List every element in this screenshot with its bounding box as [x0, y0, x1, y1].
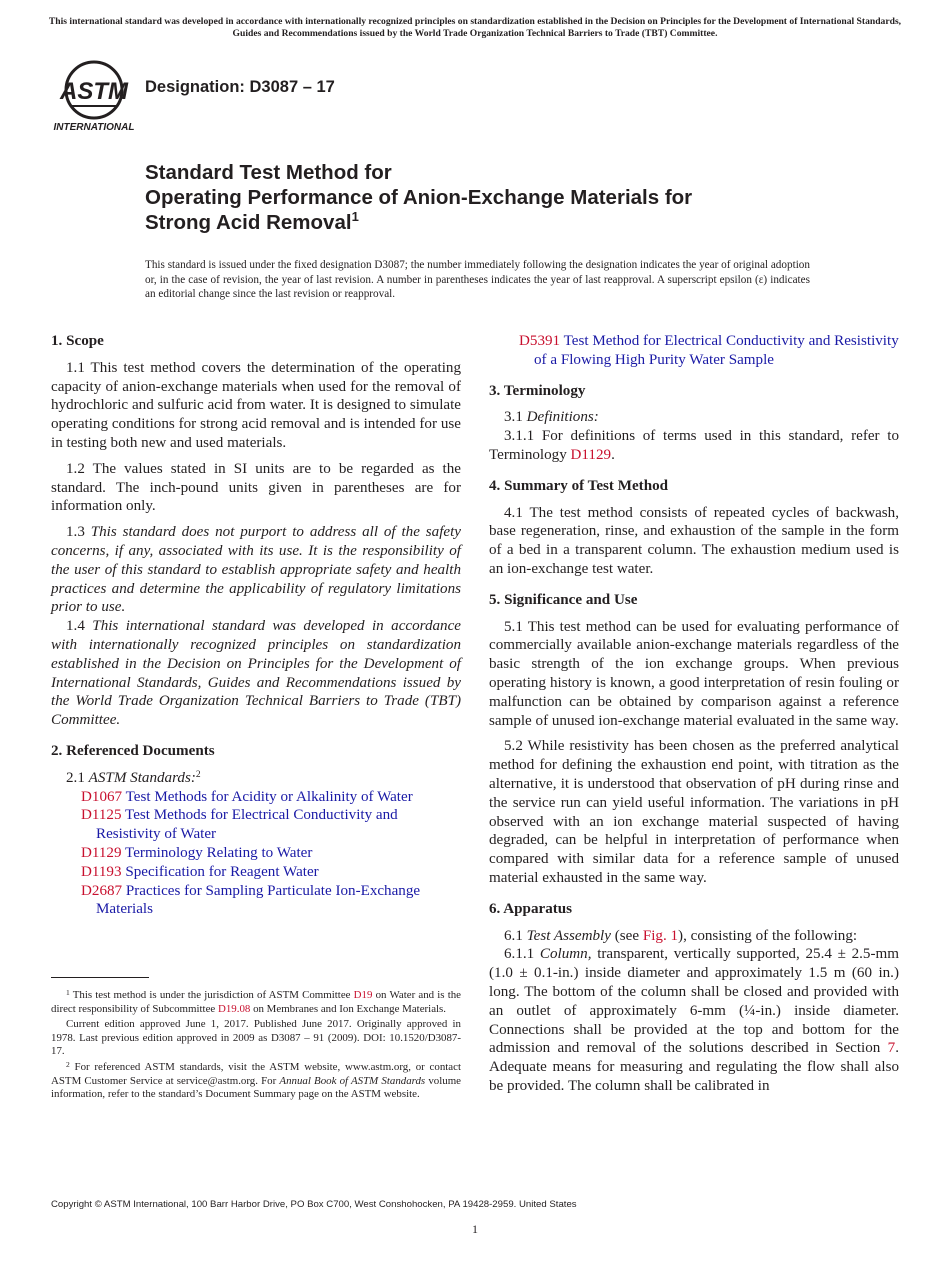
footnote-1-approval: Current edition approved June 1, 2017. Published June 2017. Originally approved in 1978. Last previous edition approved in 2009 as D3087 – 91 (2009). DOI: 10.1520/D3087-17. — [51, 1018, 461, 1058]
section-heading-scope: 1. Scope — [51, 333, 104, 349]
paragraph-2-1: 2.1 ASTM Standards:$^2$ — [66, 769, 201, 786]
footnote-divider — [51, 977, 149, 978]
paragraph-1-3: 1.3 This standard does not purport to address all of the safety concerns, if any, associated with its use. It is the responsibility of the user of this standard to establish appropriate safety and health practices and determine the applicability of regulatory limitations prior to use. — [51, 524, 461, 616]
top-note: This international standard was developed in accordance with internationally recognized principles on standardization established in the Decision on Principles for the Development of International Standards, Guides and Recommendations issued by the World Trade Organization Technical Barriers to Trade (TBT) Committee. — [48, 16, 902, 39]
left-column — [51, 332, 461, 919]
paragraph-5-1: 5.1 This test method can be used for evaluating performance of commercially available anion-exchange materials regardless of the basic strength of the ion exchange groups. When previous operating history is known, a good interpretation of resin fouling or malfunction can be obtained by comparison against a reference sample of unused ion-exchange material evaluated in the same way. — [489, 618, 899, 729]
footnote-ref-2[interactable]: 2 — [195, 769, 201, 780]
reference-item[interactable]: D2687 Practices for Sampling Particulate Ion-Exchange Materials — [81, 882, 421, 918]
title-line-1: Standard Test Method for — [145, 161, 392, 184]
committee-link[interactable]: D19 — [353, 989, 373, 1001]
subcommittee-link[interactable]: D19.08 — [217, 1002, 251, 1015]
title-footnote-ref[interactable]: 1 — [351, 209, 359, 224]
terminology-link[interactable]: D1129 — [570, 446, 612, 463]
document-title — [145, 160, 865, 235]
issuance-note: This standard is issued under the fixed designation D3087; the number immediately following the designation indicates the year of original adoption or, in the case of revision, the year of last revision. A number in parentheses indicates the year of last reapproval. A superscript epsilon (ε) indicates an editorial change since the last revision or reapproval. — [145, 259, 810, 300]
figure-link[interactable]: Fig. 1 — [642, 927, 679, 944]
section-link[interactable]: 7 — [887, 1040, 896, 1057]
reference-item[interactable]: D5391 Test Method for Electrical Conductivity and Resistivity of a Flowing High Purity Water Sample — [519, 333, 899, 368]
footnote-2: $^2$ For referenced ASTM standards, visit the ASTM website, www.astm.org, or contact ASTM Customer Service at service@astm.org. For Annual Book of ASTM Standards volume information, refer to the standard’s Document Summary page on the ASTM website. — [51, 1059, 461, 1101]
svg-text:INTERNATIONAL: INTERNATIONAL — [53, 122, 135, 133]
paragraph-5-2: 5.2 While resistivity has been chosen as the preferred analytical method for defining the exhaustion end point, with titration as the alternative, it is understood that observation of pH during rinse and the service run can yield useful information. The variations in pH observed with an ion exchange material suspected of having degraded, can be helpful in interpretation of performance when compared with similar data for a reference sample of unused material exhausted in the same way. — [489, 738, 899, 886]
title-line-3: Strong Acid Removal$^1$ — [145, 209, 359, 234]
page-number: 1 — [472, 1222, 478, 1236]
reference-item[interactable]: D1193 Specification for Reagent Water — [81, 863, 319, 880]
section-heading-summary: 4. Summary of Test Method — [489, 477, 669, 494]
reference-item[interactable]: D1067 Test Methods for Acidity or Alkalinity of Water — [81, 788, 413, 805]
section-heading-terminology: 3. Terminology — [489, 382, 586, 399]
paragraph-1-1: 1.1 This test method covers the determination of the operating capacity of anion-exchange materials when used for the removal of hydrochloric and sulfuric acid from water. It is designed to simulate operating conditions for strong acid removal and is intended for use in testing both new and used materials. — [51, 359, 461, 451]
paragraph-3-1-1: 3.1.1 For definitions of terms used in this standard, refer to Terminology D1129. — [489, 428, 899, 463]
section-heading-apparatus: 6. Apparatus — [489, 900, 573, 917]
svg-text:ASTM: ASTM — [60, 78, 128, 105]
paragraph-1-2: 1.2 The values stated in SI units are to be regarded as the standard. The inch-pound units given in parentheses are for information only. — [51, 460, 461, 515]
section-heading-significance: 5. Significance and Use — [489, 591, 638, 608]
footnotes — [51, 989, 461, 1104]
astm-logo — [52, 58, 136, 134]
title-line-2: Operating Performance of Anion-Exchange Materials for — [145, 186, 693, 209]
paragraph-1-4: 1.4 This international standard was developed in accordance with internationally recognized principles on standardization established in the Decision on Principles for the Development of International Standards, Guides and Recommendations issued by the World Trade Organization Technical Barriers to Trade (TBT) Committee. — [51, 618, 461, 729]
reference-item[interactable]: D1125 Test Methods for Electrical Conductivity and Resistivity of Water — [81, 807, 398, 843]
right-column — [489, 332, 899, 1096]
section-heading-referenced: 2. Referenced Documents — [51, 742, 215, 759]
paragraph-6-1: 6.1 Test Assembly (see Fig. 1), consisting of the following: — [504, 927, 858, 944]
paragraph-4-1: 4.1 The test method consists of repeated cycles of backwash, base regeneration, rinse, and exhaustion of the sample in the form of a bed in a transparent column. The exhaustion medium used is an ion-exchange test water. — [489, 504, 899, 577]
copyright-notice: Copyright © ASTM International, 100 Barr Harbor Drive, PO Box C700, West Conshohocken, PA 19428-2959. United States — [51, 1199, 577, 1210]
paragraph-6-1-1: 6.1.1 Column, transparent, vertically supported, 25.4 ± 2.5-mm (1.0 ± 0.1-in.) inside diameter and approximately 1.5 m (60 in.) long. The bottom of the column shall be closed and provided with an outlet of approximately 6-mm (¼-in.) inside diameter. Connections shall be provided at the top and bottom for the admission and removal of the solutions described in Section 7. Adequate means for measuring and regulating the flow shall also be provided. The column shall be calibrated in — [489, 946, 899, 1094]
reference-item[interactable]: D1129 Terminology Relating to Water — [81, 844, 313, 861]
paragraph-3-1: 3.1 Definitions: — [504, 409, 599, 426]
footnote-1: $^1$ This test method is under the jurisdiction of ASTM Committee D19 on Water and is the direct responsibility of Subcommittee D19.08 on Membranes and Ion Exchange Materials. — [51, 988, 461, 1015]
designation: Designation: D3087 – 17 — [145, 78, 335, 96]
